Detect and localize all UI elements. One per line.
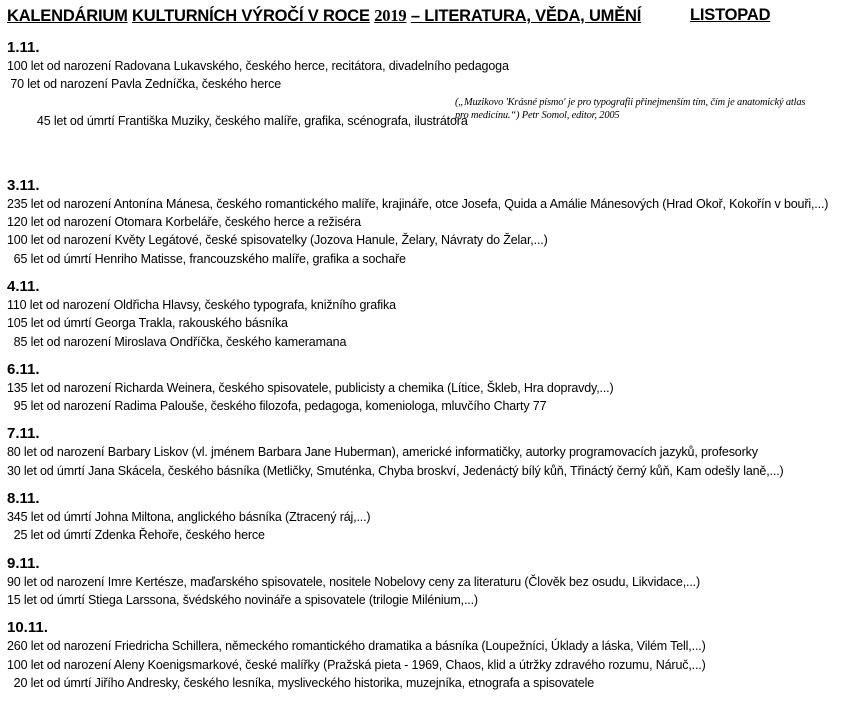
anniversary-entry: 135 let od narození Richarda Weinera, českého spisovatele, publicisty a chemika (Lítice, Škleb, Hra dopravdy,...) [7, 380, 614, 395]
title-part-1: KALENDÁRIUM [7, 7, 128, 25]
day-date: 8.11. [7, 490, 40, 508]
day-date: 10.11. [7, 619, 48, 637]
anniversary-entry: 25 let od úmrtí Zdenka Řehoře, českého herce [7, 528, 265, 543]
anniversary-entry: 95 let od narození Radima Palouše, českého filozofa, pedagoga, komeniologa, mluvčího Charty 77 [7, 399, 547, 414]
anniversary-entry: 85 let od narození Miroslava Ondříčka, českého kameramana [7, 334, 347, 349]
document-title [7, 6, 771, 26]
title-part-2: KULTURNÍCH VÝROČÍ V ROCE [132, 7, 370, 25]
day-date: 1.11. [7, 39, 40, 56]
anniversary-entry: 110 let od narození Oldřicha Hlavsy, českého typografa, knižního grafika [7, 297, 396, 312]
day-section [7, 554, 856, 610]
day-date: 7.11. [7, 425, 40, 443]
anniversary-entry: 345 let od úmrtí Johna Miltona, anglického básníka (Ztracený ráj,...) [7, 510, 371, 525]
day-section [7, 489, 856, 545]
title-year: 2019 [374, 6, 407, 25]
day-section [7, 38, 856, 167]
anniversary-entry: 105 let od úmrtí Georga Trakla, rakouského básníka [7, 316, 288, 331]
day-section [7, 424, 856, 480]
anniversary-entry: 65 let od úmrtí Henriho Matisse, francouzského malíře, grafika a sochaře [7, 251, 406, 266]
anniversary-entry: 30 let od úmrtí Jana Skácela, českého básníka (Metličky, Smuténka, Chyba broskví, Jedenáctý bílý kůň, Třináctý černý kůň, Kam odešly laně,...) [7, 463, 784, 478]
anniversary-entry: 100 let od narození Radovana Lukavského, českého herce, recitátora, divadelního pedagoga [7, 59, 509, 73]
anniversary-entry: 260 let od narození Friedricha Schillera, německého romantického dramatika a básníka (Loupežníci, Úklady a láska, Vilém Tell,...) [7, 639, 706, 654]
day-date: 3.11. [7, 176, 40, 194]
anniversary-entry: 70 let od narození Pavla Zedníčka, českého herce [7, 77, 282, 92]
anniversary-entry: 80 let od narození Barbary Liskov (vl. jménem Barbara Jane Huberman), americké informatičky, autorky programovacích jazyků, profesorky [7, 445, 758, 460]
anniversary-entry-with-quote [7, 94, 856, 167]
anniversary-entry: 120 let od narození Otomara Korbeláře, českého herce a režiséra [7, 215, 361, 230]
day-section [7, 360, 856, 416]
day-date: 6.11. [7, 360, 40, 378]
title-month: LISTOPAD [690, 6, 771, 24]
anniversary-entry: 45 let od úmrtí Františka Muziky, českého malíře, grafika, scénografa, ilustrátora [33, 113, 468, 128]
title-part-3: – LITERATURA, VĚDA, UMĚNÍ [410, 7, 642, 25]
day-section [7, 277, 856, 351]
day-date: 9.11. [7, 554, 40, 572]
anniversary-entry: 90 let od narození Imre Kertésze, maďarského spisovatele, nositele Nobelovy ceny za literaturu (Člověk bez osudu, Likvidace,...) [7, 574, 701, 589]
anniversary-entry: 20 let od úmrtí Jiřího Andresky, českého lesníka, mysliveckého historika, muzejníka, etnografa a spisovatele [7, 675, 595, 690]
anniversary-entry: 100 let od narození Květy Legátové, české spisovatelky (Jozova Hanule, Želary, Návraty do Želar,...) [7, 233, 548, 248]
day-section [7, 618, 856, 692]
anniversary-entry: 15 let od úmrtí Stiega Larssona, švédského novináře a spisovatele (trilogie Milénium,...) [7, 592, 478, 607]
day-section [7, 176, 856, 268]
quote-note: („Muzikovo 'Krásné písmo' je pro typografii přinejmenším tím, čím je anatomický atlas pro medicínu.“) Petr Somol, editor, 2005 [455, 96, 806, 121]
anniversary-entry: 100 let od narození Aleny Koenigsmarkové, české malířky (Pražská pieta - 1969, Chaos, klid a útržky zdravého rozumu, Náruč,...) [7, 657, 706, 672]
anniversary-entry: 235 let od narození Antonína Mánesa, českého romantického malíře, krajináře, otce Josefa, Quida a Amálie Mánesových (Hrad Okoř, Kokořín v bouři,...) [7, 196, 829, 211]
anniversary-list [7, 38, 856, 701]
day-date: 4.11. [7, 277, 40, 295]
